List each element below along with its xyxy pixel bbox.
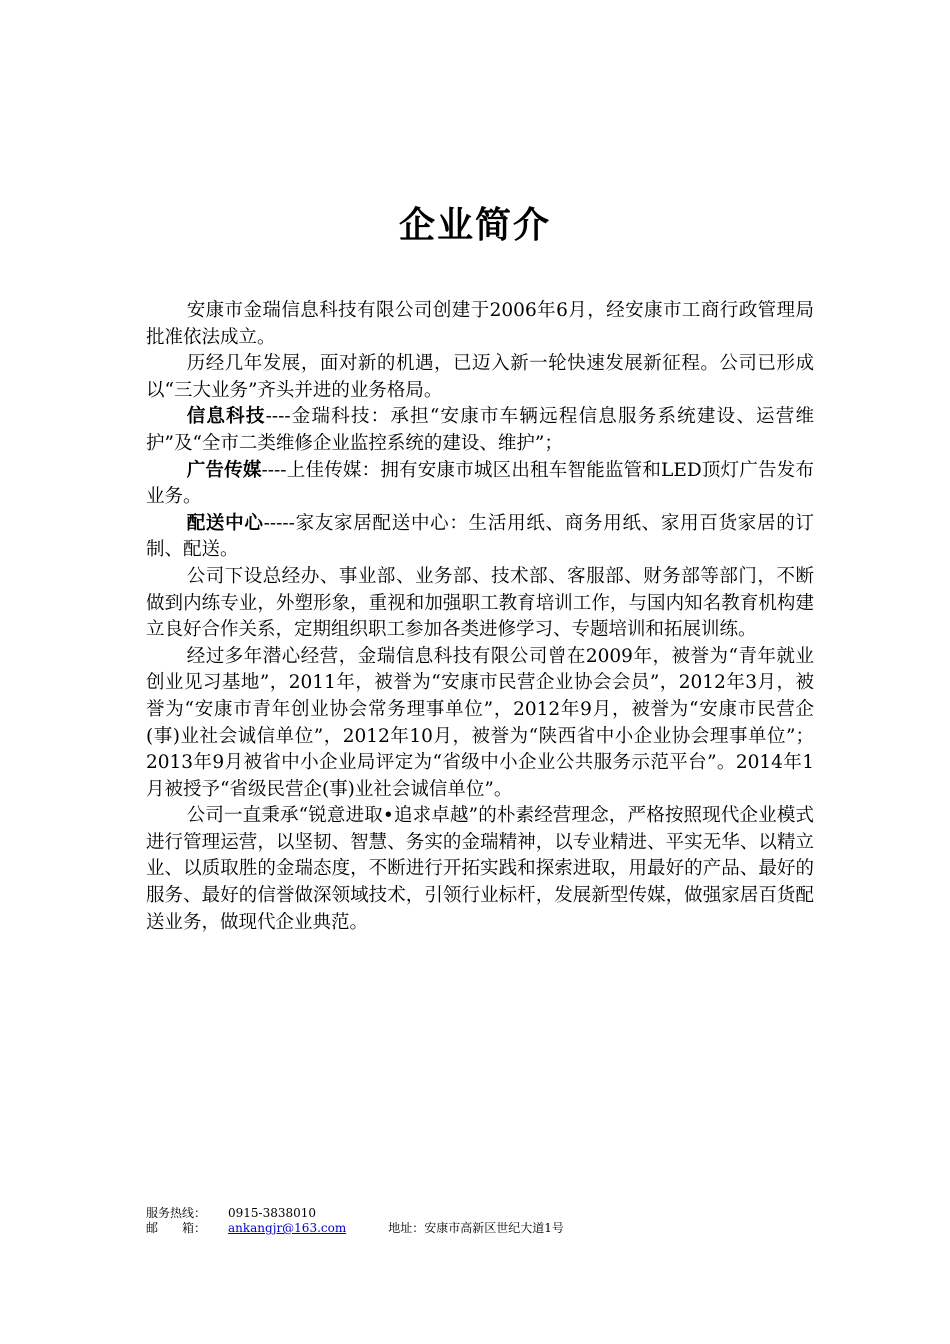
paragraph-business-media [146, 458, 814, 511]
email-label: 邮 箱： [146, 1221, 207, 1235]
paragraph-departments: 公司下设总经办、事业部、业务部、技术部、客服部、财务部等部门，不断做到内练专业，外塑形象，重视和加强职工教育培训工作，与国内知名教育机构建立良好合作关系，定期组织职工参加各类进修学习、专题培训和拓展训练。 [146, 565, 814, 641]
paragraph-business-it [146, 404, 814, 457]
business-term-it: 信息科技 [186, 406, 266, 428]
business-desc-it: ----金瑞科技：承担“安康市车辆远程信息服务系统建设、运营维护”及“全市二类维修企业监控系统的建设、维护”； [146, 406, 814, 454]
business-term-media: 广告传媒 [186, 459, 262, 481]
email-link[interactable]: ankangjr@163.com [228, 1221, 347, 1235]
paragraph-founding: 安康市金瑞信息科技有限公司创建于2006年6月，经安康市工商行政管理局批准依法成立。 [146, 300, 814, 348]
paragraph-honors: 经过多年潜心经营，金瑞信息科技有限公司曾在2009年，被誉为“青年就业创业见习基地”，2011年，被誉为“安康市民营企业协会会员”，2012年3月，被誉为“安康市青年创业协会常务理事单位”，2012年9月，被誉为“安康市民营企(事)业社会诚信单位”，2012年10月，被誉为“陕西省中小企业协会理事单位”；2013年9月被省中小企业局评定为“省级中小企业公共服务示范平台”。2014年1月被授予“省级民营企(事)业社会诚信单位”。 [146, 645, 814, 800]
paragraph-philosophy: 公司一直秉承“锐意进取•追求卓越”的朴素经营理念，严格按照现代企业模式进行管理运营，以坚韧、智慧、务实的金瑞精神，以专业精进、平实无华、以精立业、以质取胜的金瑞态度，不断进行开拓实践和探索进取，用最好的产品、最好的服务、最好的信誉做深领域技术，引领行业标杆，发展新型传媒，做强家居百货配送业务，做现代企业典范。 [146, 805, 814, 933]
document-body [146, 298, 814, 936]
hotline-label: 服务热线： [146, 1206, 207, 1220]
business-desc-media: ----上佳传媒：拥有安康市城区出租车智能监管和LED顶灯广告发布业务。 [146, 459, 814, 508]
paragraph-development: 历经几年发展，面对新的机遇，已迈入新一轮快速发展新征程。公司已形成以“三大业务”齐头并进的业务格局。 [146, 353, 814, 401]
contact-footer [146, 1206, 564, 1236]
page-title: 企业简介 [398, 205, 551, 246]
paragraph-business-delivery [146, 511, 814, 564]
email-row [146, 1221, 564, 1236]
business-desc-delivery: -----家友家居配送中心：生活用纸、商务用纸、家用百货家居的订制、配送。 [146, 512, 814, 561]
address-text: 地址：安康市高新区世纪大道1号 [388, 1221, 564, 1235]
hotline-row [146, 1206, 564, 1221]
hotline-value: 0915-3838010 [228, 1206, 317, 1220]
business-term-delivery: 配送中心 [186, 512, 264, 534]
